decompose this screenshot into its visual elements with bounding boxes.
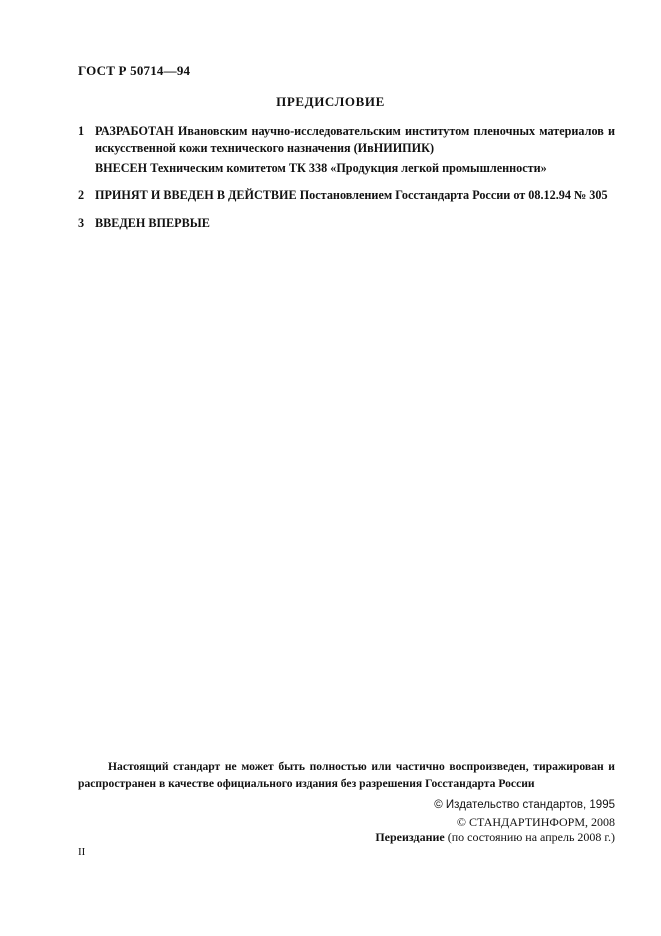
reissue-text: (по состоянию на апрель 2008 г.) [447, 830, 615, 844]
item-text [95, 215, 615, 232]
item-lead: ПРИНЯТ И ВВЕДЕН В ДЕЙСТВИЕ [95, 188, 297, 202]
item-lead: РАЗРАБОТАН [95, 124, 174, 138]
item-body: Ивановским научно-исследовательским институтом пленочных материалов и искусственной кожи технического назначения (ИвНИИПИК) [95, 124, 615, 155]
foreword-item-1 [0, 123, 661, 157]
reissue-line [375, 830, 615, 845]
item-body: Техническим комитетом ТК 338 «Продукция легкой промышленности» [150, 161, 547, 175]
foreword-title: ПРЕДИСЛОВИЕ [276, 94, 385, 109]
foreword-item-submitted [0, 160, 661, 177]
item-text [95, 160, 615, 177]
reissue-label: Переиздание [375, 830, 445, 844]
copyright-publisher: © Издательство стандартов, 1995 [434, 799, 615, 811]
reproduction-notice: Настоящий стандарт не может быть полностью или частично воспроизведен, тиражирован и распространен в качестве официального издания без разрешения Госстандарта России [78, 760, 615, 790]
copyright-standartinform: © СТАНДАРТИНФОРМ, 2008 [456, 815, 615, 829]
page-number: II [78, 846, 86, 858]
item-text [95, 187, 615, 204]
item-lead: ВВЕДЕН ВПЕРВЫЕ [95, 216, 210, 230]
foreword-item-3 [0, 215, 661, 232]
foreword-item-2 [0, 187, 661, 204]
document-code: ГОСТ Р 50714—94 [78, 63, 191, 78]
item-number: 2 [78, 188, 85, 202]
item-text [95, 123, 615, 157]
item-body: Постановлением Госстандарта России от 08.12.94 № 305 [299, 188, 608, 202]
item-number: 1 [78, 124, 85, 138]
item-number: 3 [78, 216, 85, 230]
item-lead: ВНЕСЕН [95, 161, 148, 175]
